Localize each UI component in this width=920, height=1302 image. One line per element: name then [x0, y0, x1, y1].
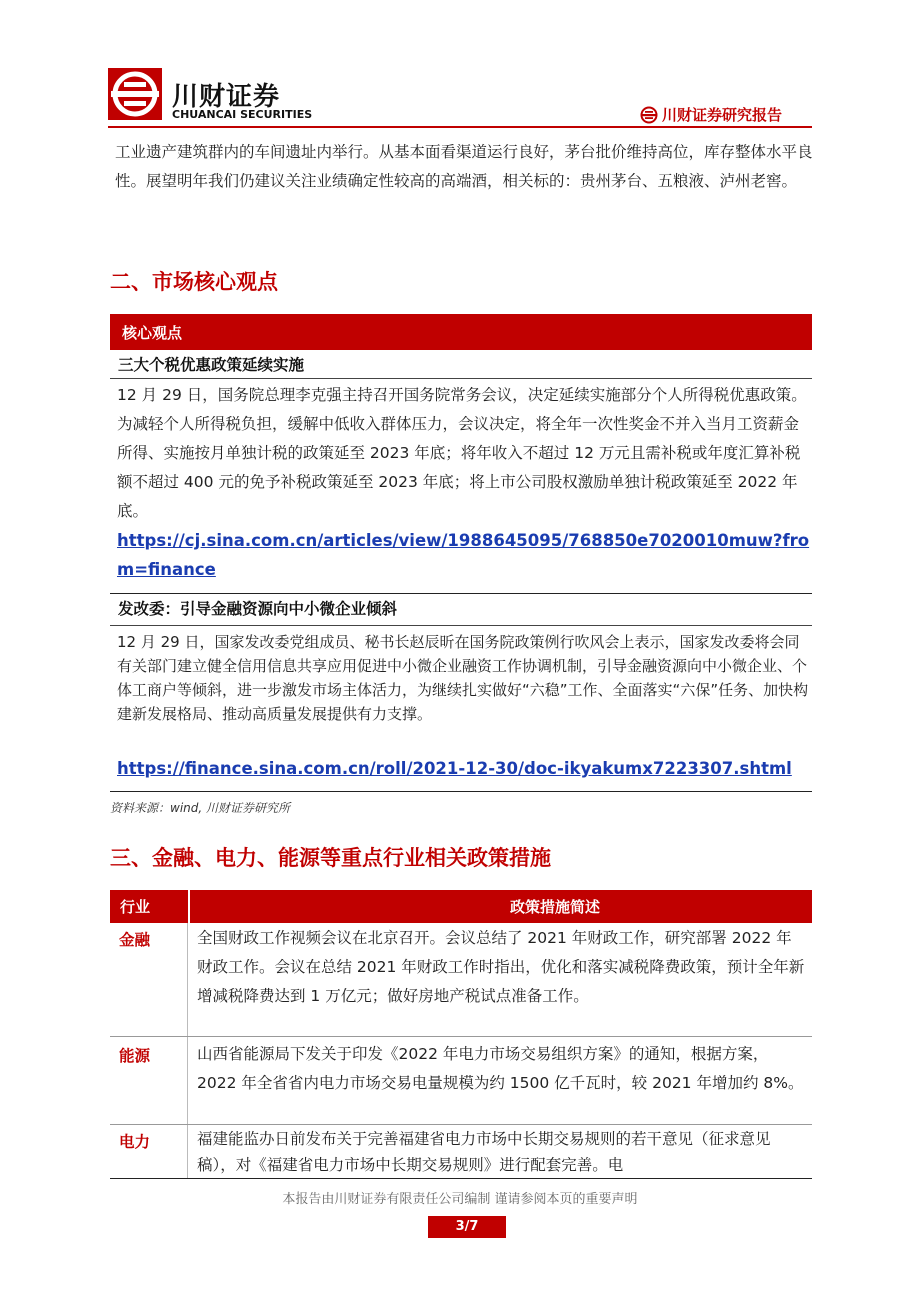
- table-row-text: 山西省能源局下发关于印发《2022 年电力市场交易组织方案》的通知，根据方案，2022 年全省省内电力市场交易电量规模为约 1500 亿千瓦时，较 2021 年增加约 8%。: [197, 1045, 804, 1092]
- column-header-measures: 政策措施简述: [509, 898, 600, 916]
- core-view-item-body: 12 月 29 日，国务院总理李克强主持召开国务院常务会议，决定延续实施部分个人所得税优惠政策。为减轻个人所得税负担，缓解中低收入群体压力，会议决定，将全年一次性奖金不并入当月工资薪金所得、实施按月单独计税的政策延至 2023 年底；将年收入不超过 12 万元且需补税或年度汇算补税额不超过 400 元的免予补税政策延至 2023 年底；将上市公司股权激励单独计税政策延至 2022 年底。: [117, 386, 807, 520]
- core-view-header-label: 核心观点: [122, 324, 183, 342]
- table-row-industry: 能源: [119, 1047, 151, 1065]
- table-row-industry: 金融: [119, 931, 151, 949]
- core-view-item-title: 发改委：引导金融资源向中小微企业倾斜: [118, 600, 398, 618]
- section-3-title: 三、金融、电力、能源等重点行业相关政策措施: [110, 846, 551, 870]
- row-divider: [110, 1036, 812, 1037]
- report-label: [640, 104, 782, 125]
- divider: [110, 791, 812, 792]
- footer-disclaimer: 本报告由川财证券有限责任公司编制 谨请参阅本页的重要声明: [282, 1192, 638, 1207]
- page-number: 3/7: [428, 1216, 506, 1238]
- source-note: 资料来源：wind, 川财证券研究所: [110, 801, 291, 815]
- table-bottom-rule: [110, 1178, 812, 1179]
- intro-paragraph: 工业遗产建筑群内的车间遗址内举行。从基本面看渠道运行良好，茅台批价维持高位，库存整体水平良性。展望明年我们仍建议关注业绩确定性较高的高端酒，相关标的：贵州茅台、五粮液、泸州老窖。: [115, 143, 813, 190]
- policy-table-header: [110, 890, 812, 923]
- divider: [110, 378, 812, 379]
- small-logo-icon: [640, 106, 658, 124]
- source-link[interactable]: https://cj.sina.com.cn/articles/view/1988645095/768850e7020010muw?from=finance: [117, 531, 810, 579]
- core-view-item-body: 12 月 29 日，国家发改委党组成员、秘书长赵辰昕在国务院政策例行吹风会上表示，国家发改委将会同有关部门建立健全信用信息共享应用促进中小微企业融资工作协调机制，引导金融资源向中小微企业、个体工商户等倾斜，进一步激发市场主体活力，为继续扎实做好“六稳”工作、全面落实“六保”任务、加快构建新发展格局、推动高质量发展提供有力支撑。: [117, 633, 809, 723]
- report-label-text: 川财证券研究报告: [662, 106, 783, 124]
- brand-name-cn: 川财证券: [172, 82, 281, 112]
- column-separator: [188, 890, 190, 923]
- core-view-header: [110, 314, 812, 350]
- section-2-title: 二、市场核心观点: [110, 270, 278, 294]
- row-divider: [110, 1124, 812, 1125]
- header-divider: [108, 126, 812, 128]
- table-row-text: 全国财政工作视频会议在北京召开。会议总结了 2021 年财政工作，研究部署 2022 年财政工作。会议在总结 2021 年财政工作时指出，优化和落实减税降费政策，预计全年新增减税降费达到 1 万亿元；做好房地产税试点准备工作。: [197, 929, 805, 1005]
- source-link[interactable]: https://finance.sina.com.cn/roll/2021-12-30/doc-ikyakumx7223307.shtml: [117, 759, 792, 778]
- divider: [110, 593, 812, 594]
- core-view-item-title: 三大个税优惠政策延续实施: [118, 356, 305, 374]
- company-logo: [108, 68, 162, 120]
- brand-name-en: CHUANCAI SECURITIES: [172, 108, 313, 121]
- column-divider: [187, 923, 188, 1178]
- divider: [110, 625, 812, 626]
- column-header-industry: 行业: [120, 898, 151, 916]
- table-row-text: 福建能监办日前发布关于完善福建省电力市场中长期交易规则的若干意见（征求意见稿），对《福建省电力市场中长期交易规则》进行配套完善。电: [197, 1130, 771, 1174]
- table-row-industry: 电力: [119, 1133, 151, 1151]
